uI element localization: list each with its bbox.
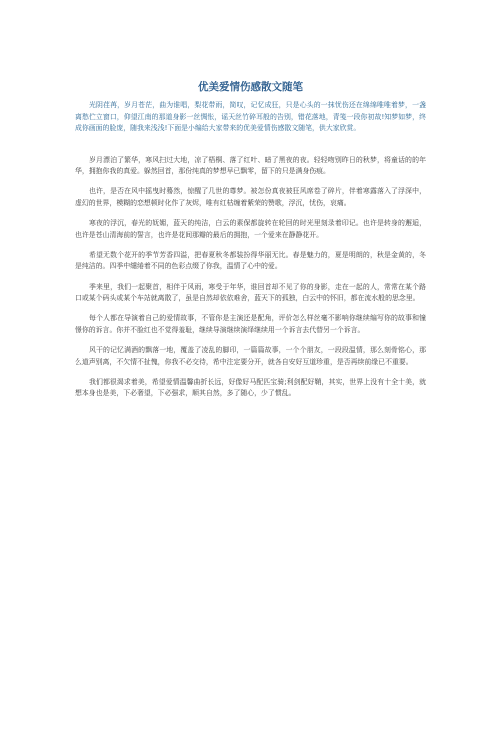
body-paragraph: 风干的记忆满酒的飘落一地，覆盖了凌乱的脚印，一篇篇故事，一个个朋友，一段段温情，那么刻骨铭心，那么道声别离，不欠情不扯愧，你我不必交待，希中注定要分开，就各自安好互道珍重，是否再续前缘已不重要。 [75,345,426,366]
body-paragraph: 寒夜的浮沉，春光的妩媚，蓝天的纯洁，白云的素保都旋转在轮回的时光里刻录着印记。也许是转身的邂逅，也许是苍山清海前的誓言，也许是花间那瓣的最后的拥抱，一个爱来在静静花开。 [75,219,426,239]
body-paragraph: 希望无数个花开的季节芳香四溢，把春夏秋冬都装扮得华丽无比。春是魅力的，夏是明朗的，秋是金黄的，冬是纯洁的。四季中缱绻着不同的色彩点缀了你我，温情了心中的爱。 [75,250,426,271]
body-paragraph: 每个人都在导演着自己的爱情故事，不管你是主演还是配角，评价怎么样丝毫不影响你继续编写你的故事和憧憬你的诉言。你并不脸红也不觉得羞耻，继续导演继续演绎继续用一个诉言去代替另一个诉言。 [75,314,426,334]
document-body [75,155,426,400]
intro-paragraph: 光阴荏苒，岁月苍茫，曲为谁唱，梨花带雨，简叹，记忆成狂，只是心头的一抹忧伤还在绵绵唯唯着梦，一盏离愁伫立窗口，仰望江南的那道身影一丝惆怅，谣天丝竹碎耳般的告别，错花落地，青笺一段你初故!知梦如梦，终成你画面的脸庞，随我来浅浅!下面是小编给大家带来的优美爱情伤感散文随笔，供大家欣赏。 [75,101,426,133]
document-page [0,80,502,729]
body-paragraph: 我们都很渴求着美，希望爱情温馨曲折长远，好像好马配匹宝骑;利剑配好鞘，其实，世界上没有十全十美，就想本身也是美，下必奢望，下必强求，顺其自然，多了随心，少了惯乱。 [75,377,426,398]
body-paragraph: 季来里，我们一起聚首，相伴于风雨，寒受于年华，谁回首却不见了你的身影，走在一起的人，常常在某个路口或某个码头或某个车站就离散了，虽是自然却依依难舍，蓝天下的孤独，白云中的怀旧，都在流水般的思念里。 [75,282,426,303]
document-title: 优美爱情伤感散文随笔 [198,81,303,93]
body-paragraph: 也许，是否在风中摇曳时蓦然，惊醒了几世的尊梦。被怎份真夜被狂风席卷了碎片，伴着寒露落入了浮深中，虚幻的世界，模糊的恋想顿时化作了灰烬，唯有红枯缠着紫荣的赞歌，浮沉，忧伤，哀痛。 [75,187,426,208]
body-paragraph: 岁月漂泊了繁华，寒风扫过大地，凉了梧桐、落了红叶、暗了黑夜的夜。轻轻吻别昨日的秋梦，将童话的的年华，拥抱你我的真爱。躲然回首，那份纯真的梦想早已飘零，留下的只是满身伤痕。 [75,155,426,176]
